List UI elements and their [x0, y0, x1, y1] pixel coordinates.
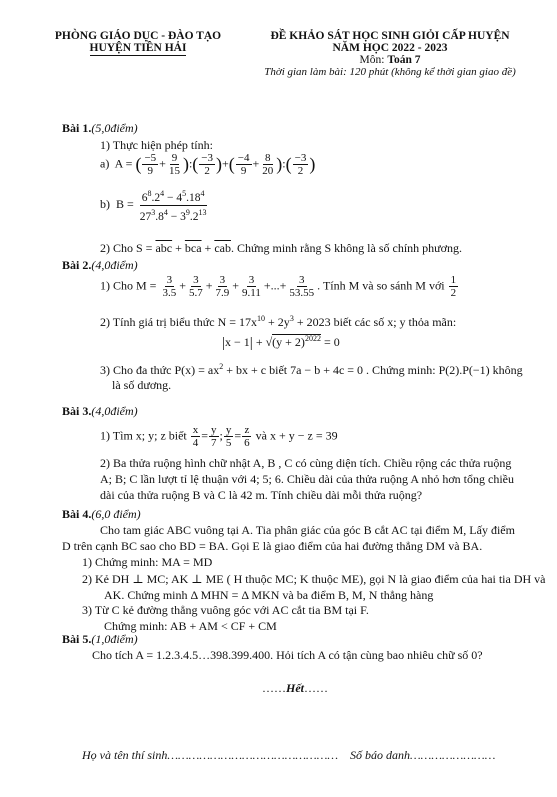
- bai4-intro: Cho tam giác ABC vuông tại A. Tia phân giác của góc B cắt AC tại điểm M, Lấy điểm D trên cạnh BC sao cho BD = BA. Gọi E là giao điểm của hai đường thẳng DM và BA.: [62, 523, 515, 553]
- bai5-question: Cho tích A = 1.2.3.4.5…398.399.400. Hỏi tích A có tận cùng bao nhiêu chữ số 0?: [92, 648, 483, 662]
- bai4-q1: 1) Chứng minh: MA = MD: [82, 555, 213, 569]
- subject: Toán 7: [387, 54, 421, 66]
- org-name-1: PHÒNG GIÁO DỤC - ĐÀO TẠO: [54, 30, 222, 42]
- bai3-points: (4,0điểm): [91, 404, 138, 418]
- bai2-q2-a: 2) Tính giá trị biểu thức N = 17x: [100, 315, 258, 329]
- bai1-q2: 2) Cho $S = \overline{abc} + \overline{bca} + \overline{cab}$. Chứng minh rằng S không là số chính phương.: [100, 241, 462, 255]
- bai4-points: (6,0 điểm): [91, 507, 141, 521]
- bai2-q1-suffix: . Tính M và so sánh M với: [317, 278, 448, 293]
- bai1-points: (5,0điểm): [91, 121, 138, 135]
- bai1-qb-label: b): [100, 197, 110, 212]
- bai2-heading: [62, 258, 138, 273]
- org-name-2: HUYỆN TIỀN HẢI: [89, 42, 187, 54]
- bai1-title: Bài 1.: [62, 121, 92, 135]
- bai1-qb: b) B = $\frac{6^8.2^4 - 4^5.18^4}{27^3.8^4 - 3^9.2^{13}}$: [100, 189, 207, 223]
- bai2-q2-b: + 2y: [265, 315, 290, 329]
- exam-time: Thời gian làm bài: 120 phút (không kể thời gian giao đề): [264, 66, 516, 78]
- header-right: [240, 30, 540, 78]
- bai1-q1: 1) Thực hiện phép tính:: [100, 138, 213, 152]
- footer-candidate-name: Họ và tên thí sinh…………………………………………: [82, 748, 339, 762]
- bai2-q3-c: là số dương.: [112, 378, 172, 392]
- bai3-q1: 1) Tìm x; y; z biết $\frac{x}{4}$ = $\frac{y}{7}$ ; $\frac{y}{5}$ = $\frac{z}{6}$ và x + y − z = 39: [100, 424, 338, 449]
- bai1-q2-prefix: 2) Cho: [100, 241, 136, 255]
- bai2-q2: 2) Tính giá trị biểu thức $N = 17x^{10} + 2y^3 + 2023$ biết các số x; y thỏa mãn:: [100, 314, 457, 329]
- bai3-q1-prefix: 1) Tìm x; y; z biết: [100, 428, 187, 443]
- bai2-q3: 3) Cho đa thức $P(x) = ax^2$ + bx + c biết 7a − b + 4c = 0 . Chứng minh: P(2).P(−1) không: [100, 362, 523, 377]
- subject-line: [240, 54, 540, 66]
- bai2-condition: $|x - 1| + √(y + 2)^{2022} = 0$: [222, 334, 340, 351]
- bai3-q2: 2) Ba thửa ruộng hình chữ nhật A, B , C có cùng diện tích. Chiều rộng các thửa ruộng A; B; C lần lượt tỉ lệ thuận với 4; 5; 6. Chiều dài của thửa ruộng A nhỏ hơn tổng chiều dài của thửa ruộng B và C là 42 m. Tính chiều dài mỗi thửa ruộng?: [100, 456, 514, 502]
- bai4-q3b: Chứng minh: AB + AM < CF + CM: [104, 619, 277, 633]
- bai2-q2-c: + 2023 biết các số x; y thỏa mãn:: [293, 315, 457, 329]
- bai2-q3-a: 3) Cho đa thức P(x) = ax: [100, 363, 220, 377]
- bai2-q1-prefix: 1) Cho: [100, 278, 136, 293]
- footer-candidate-number: Số báo danh……………………: [350, 748, 496, 762]
- bai1-qa-label: a): [100, 156, 110, 171]
- bai1-qa: a) A = ( $\frac{-5}{9}$ + $\frac{9}{15}$ ):( $\frac{-3}{2}$ )+( $\frac{-4}{9}$ + $\frac{8}{20}$ ):( $\frac{-3}{2}$ ): [100, 152, 316, 177]
- bai5-heading: [62, 632, 138, 647]
- bai1-q2-suffix: . Chứng minh rằng S không là số chính phương.: [230, 241, 462, 255]
- bai3-title: Bài 3.: [62, 404, 92, 418]
- bai3-q1-suffix: và x + y − z = 39: [255, 428, 338, 443]
- bai4-heading: [62, 507, 141, 522]
- bai2-title: Bài 2.: [62, 258, 92, 272]
- bai5-points: (1,0điểm): [91, 632, 138, 646]
- exam-title-2: NĂM HỌC 2022 - 2023: [332, 42, 448, 54]
- bai4-q2: 2) Kẻ DH ⊥ MC; AK ⊥ ME ( H thuộc MC; K thuộc ME), gọi N là giao điểm của hai tia DH và AK. Chứng minh Δ MHN = Δ MKN và ba điểm B, M, N thẳng hàng: [82, 572, 546, 602]
- end-text: Hết: [286, 681, 304, 695]
- bai4-q3: 3) Từ C kẻ đường thẳng vuông góc với AC cắt tia BM tại F.: [82, 603, 369, 617]
- exam-title-1: ĐỀ KHẢO SÁT HỌC SINH GIỎI CẤP HUYỆN: [270, 30, 510, 42]
- bai3-heading: [62, 404, 138, 419]
- bai1-heading: [62, 121, 138, 136]
- bai5-title: Bài 5.: [62, 632, 92, 646]
- bai2-q1: 1) Cho M = $\frac{3}{3.5}$ + $\frac{3}{5.7}$ + $\frac{3}{7.9}$ + $\frac{3}{9.11}$ +...+ $\frac{3}{53.55}$ . Tính M và so sánh M với $\frac{1}{2}$: [100, 274, 457, 299]
- bai2-q3-b: + bx + c biết 7a − b + 4c = 0 . Chứng minh: P(2).P(−1) không: [223, 363, 523, 377]
- bai4-title: Bài 4.: [62, 507, 92, 521]
- header-left: [38, 30, 238, 56]
- bai2-points: (4,0điểm): [91, 258, 138, 272]
- subject-label: Môn:: [359, 54, 388, 66]
- end-marker: ……Hết……: [262, 681, 328, 695]
